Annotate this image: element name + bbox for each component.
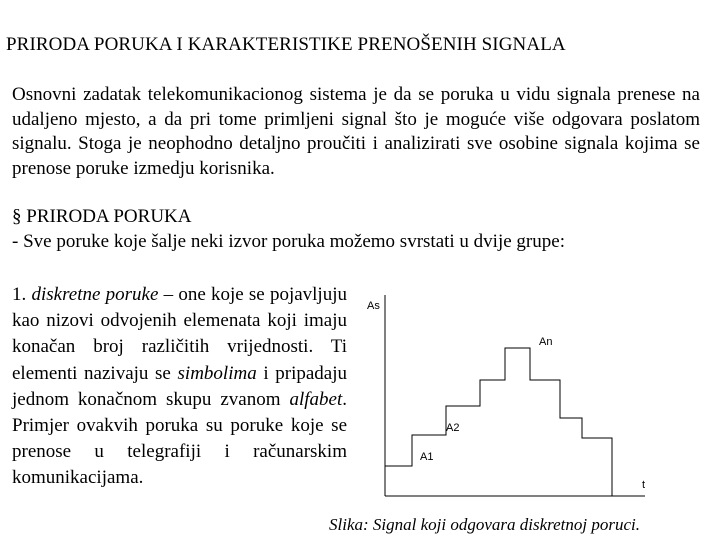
discrete-signal-figure [340, 285, 720, 515]
label-a1: A1 [420, 451, 434, 463]
signal-step-line [385, 348, 612, 496]
term-alphabet: alfabet [289, 388, 343, 410]
item-text-3: . Primjer ovakvih poruka su poruke koje se prenose u telegrafiji i računarskim komunikacijama. [12, 388, 347, 489]
intro-paragraph: Osnovni zadatak telekomunikacionog sistema je da se poruka u vidu signala prenese na udaljeno mjesto, a da pri tome primljeni signal što je moguće više odgovara poslatom signalu. Stoga je neophodno detaljno proučiti i analizirati sve osobine signala kojima se prenose poruke izmedju korisnika. [12, 84, 700, 179]
y-axis-label: As [367, 300, 380, 312]
term-symbols: simbolima [177, 362, 257, 384]
item-text-1: – one koje se pojavljuju kao nizovi odvojenih elemenata koji imaju konačan broj različitih vrijednosti. Ti elementi nazivaju se [12, 284, 347, 384]
label-an: An [539, 336, 553, 348]
item-text-2: i pripadaju jednom konačnom skupu zvanom [12, 362, 348, 410]
page-title: PRIRODA PORUKA I KARAKTERISTIKE PRENOŠENIH SIGNALA [6, 34, 566, 55]
figure-caption: Slika: Signal koji odgovara diskretnoj poruci. [329, 515, 640, 534]
x-axis-label: t [642, 479, 646, 491]
discrete-messages-paragraph [12, 282, 347, 492]
label-a2: A2 [446, 422, 460, 434]
section-line: - Sve poruke koje šalje neki izvor poruka možemo svrstati u dvije grupe: [12, 231, 565, 252]
section-heading: § PRIRODA PORUKA [12, 206, 192, 227]
item-number: 1. [12, 284, 27, 305]
section-block [12, 204, 712, 254]
term-discrete-messages: diskretne poruke [31, 284, 159, 305]
